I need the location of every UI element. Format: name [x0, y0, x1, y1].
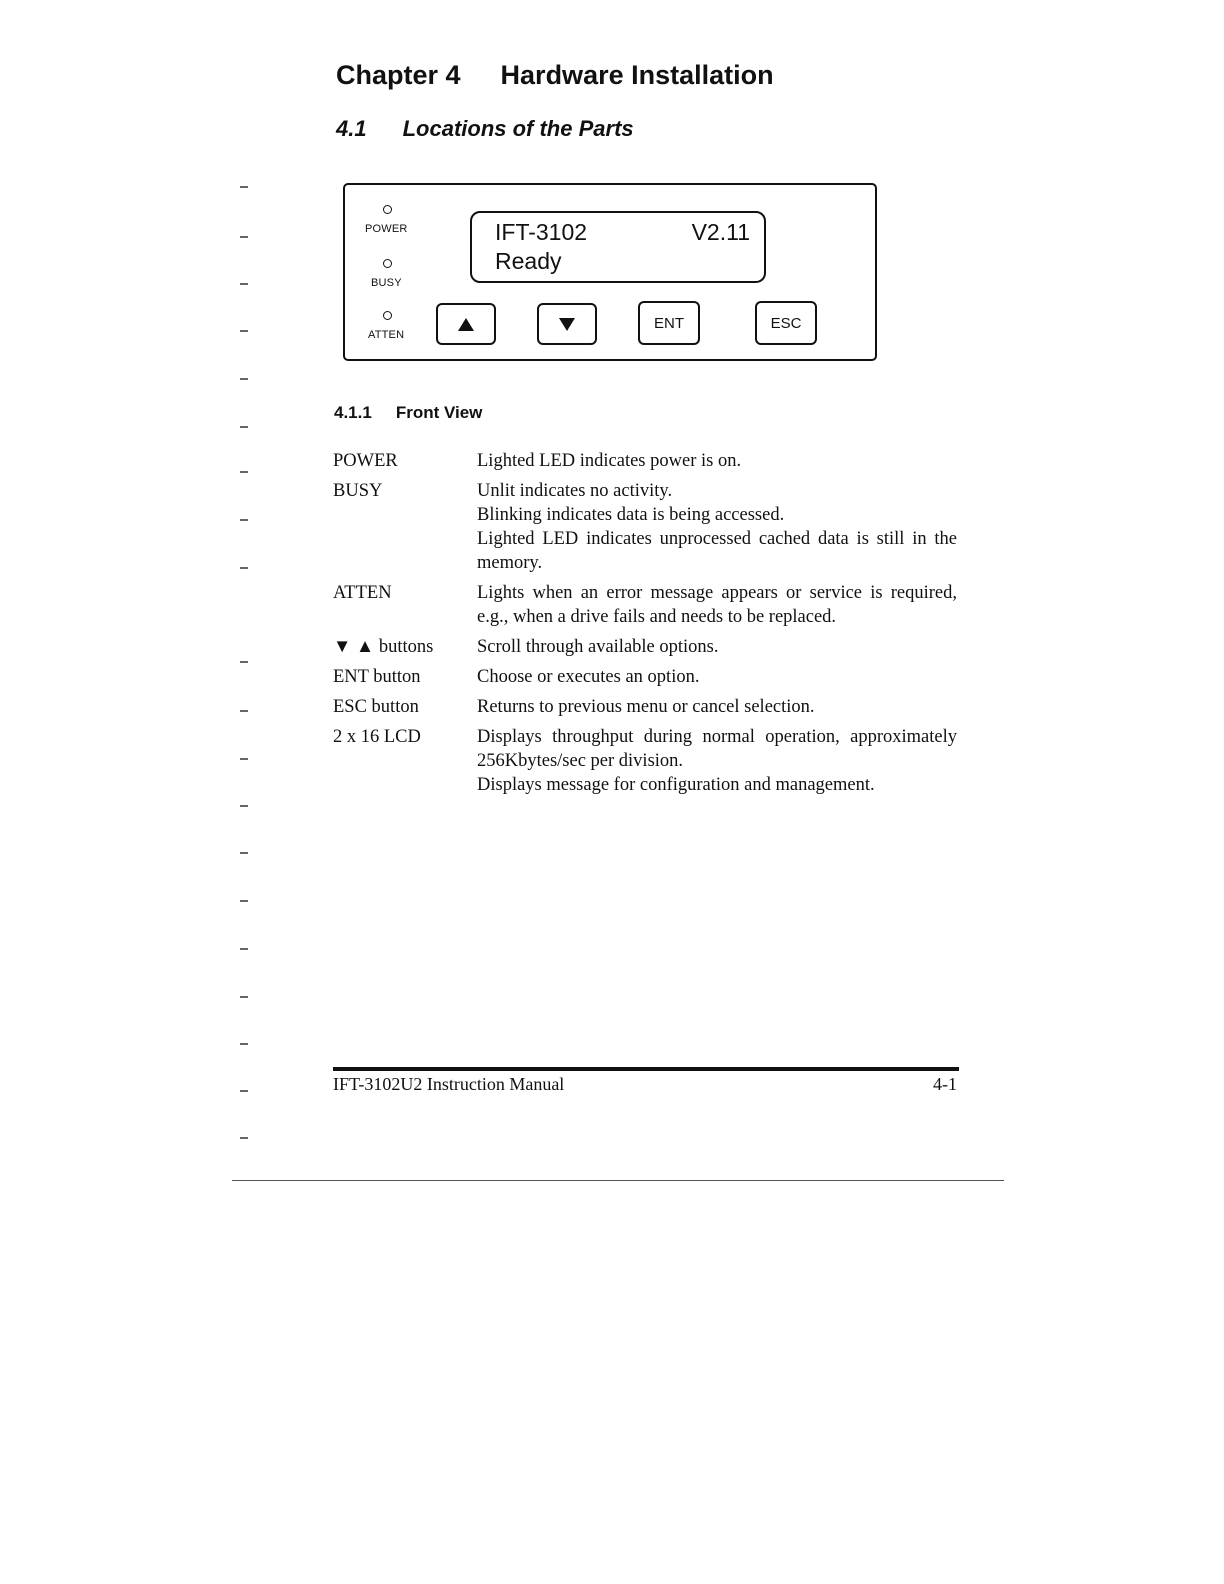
margin-tick	[240, 710, 248, 712]
definition-row-lcd	[333, 725, 957, 797]
subsection-heading	[334, 403, 482, 423]
margin-tick	[240, 996, 248, 998]
definition-description	[477, 695, 957, 719]
margin-tick	[240, 236, 248, 238]
definition-line: Returns to previous menu or cancel selection.	[477, 697, 815, 717]
definition-description	[477, 479, 957, 575]
definition-term: ATTEN	[333, 583, 392, 603]
definition-row-esc-button	[333, 695, 957, 719]
margin-tick	[240, 661, 248, 663]
esc-button-label: ESC	[770, 314, 802, 332]
definition-line: Choose or executes an option.	[477, 667, 700, 687]
definition-row-power	[333, 449, 957, 473]
subsection-number: 4.1.1	[334, 403, 372, 422]
definition-line: Displays throughput during normal operation, approximately 256Kbytes/sec per division.	[477, 727, 957, 771]
margin-tick	[240, 519, 248, 521]
busy-led-icon	[383, 259, 392, 268]
margin-tick	[240, 1137, 248, 1139]
lcd-model: IFT-3102	[495, 219, 588, 245]
section-heading	[336, 116, 634, 142]
definition-line: Scroll through available options.	[477, 637, 719, 657]
esc-button[interactable]	[755, 301, 817, 345]
lcd-display	[470, 211, 766, 283]
margin-tick	[240, 567, 248, 569]
atten-led-icon	[383, 311, 392, 320]
scan-edge-rule	[232, 1180, 1004, 1181]
margin-tick	[240, 283, 248, 285]
margin-tick	[240, 1090, 248, 1092]
definition-term: 2 x 16 LCD	[333, 727, 421, 747]
ent-button[interactable]	[638, 301, 700, 345]
lcd-version: V2.11	[691, 219, 750, 245]
definition-term: ESC button	[333, 697, 419, 717]
definition-term: ENT button	[333, 667, 421, 687]
margin-tick	[240, 471, 248, 473]
definition-term: POWER	[333, 451, 398, 471]
definition-term: BUSY	[333, 481, 383, 501]
definition-term: ▼ ▲ buttons	[333, 637, 434, 657]
down-button[interactable]	[537, 303, 597, 345]
definition-line: Displays message for configuration and management.	[477, 775, 875, 795]
power-led-icon	[383, 205, 392, 214]
ent-button-label: ENT	[654, 314, 684, 332]
definition-description	[477, 449, 957, 473]
definition-line: Unlit indicates no activity.	[477, 481, 673, 501]
lcd-status: Ready	[495, 248, 562, 274]
margin-tick	[240, 758, 248, 760]
margin-tick	[240, 900, 248, 902]
margin-tick	[240, 426, 248, 428]
margin-tick	[240, 186, 248, 188]
chapter-heading	[336, 60, 774, 91]
chapter-number: Chapter 4	[336, 60, 461, 90]
triangle-up-icon	[458, 318, 474, 331]
definition-line: Lights when an error message appears or service is required, e.g., when a drive fails and needs to be replaced.	[477, 583, 957, 627]
margin-tick	[240, 805, 248, 807]
power-led-label: POWER	[365, 223, 408, 235]
margin-tick	[240, 948, 248, 950]
definition-description	[477, 581, 957, 629]
chapter-title: Hardware Installation	[500, 60, 774, 90]
margin-tick	[240, 1043, 248, 1045]
definition-line: Lighted LED indicates power is on.	[477, 451, 742, 471]
definition-line: Lighted LED indicates unprocessed cached data is still in the memory.	[477, 529, 957, 573]
definition-list	[333, 449, 957, 803]
definition-row-busy	[333, 479, 957, 575]
footer-manual-title: IFT-3102U2 Instruction Manual	[333, 1074, 565, 1094]
up-button[interactable]	[436, 303, 496, 345]
definition-row-atten	[333, 581, 957, 629]
margin-tick	[240, 378, 248, 380]
subsection-title: Front View	[395, 403, 483, 422]
section-title: Locations of the Parts	[402, 116, 634, 141]
definition-description	[477, 725, 957, 797]
front-panel-diagram	[343, 183, 877, 361]
definition-row-arrow-buttons	[333, 635, 957, 659]
triangle-down-icon	[559, 318, 575, 331]
definition-row-ent-button	[333, 665, 957, 689]
footer-rule	[333, 1067, 959, 1071]
busy-led-label: BUSY	[371, 277, 402, 289]
margin-tick	[240, 330, 248, 332]
definition-description	[477, 665, 957, 689]
atten-led-label: ATTEN	[368, 329, 405, 341]
definition-line: Blinking indicates data is being accessed.	[477, 505, 785, 525]
definition-description	[477, 635, 957, 659]
section-number: 4.1	[336, 116, 367, 141]
footer-page-number: 4-1	[933, 1074, 957, 1094]
margin-tick	[240, 852, 248, 854]
